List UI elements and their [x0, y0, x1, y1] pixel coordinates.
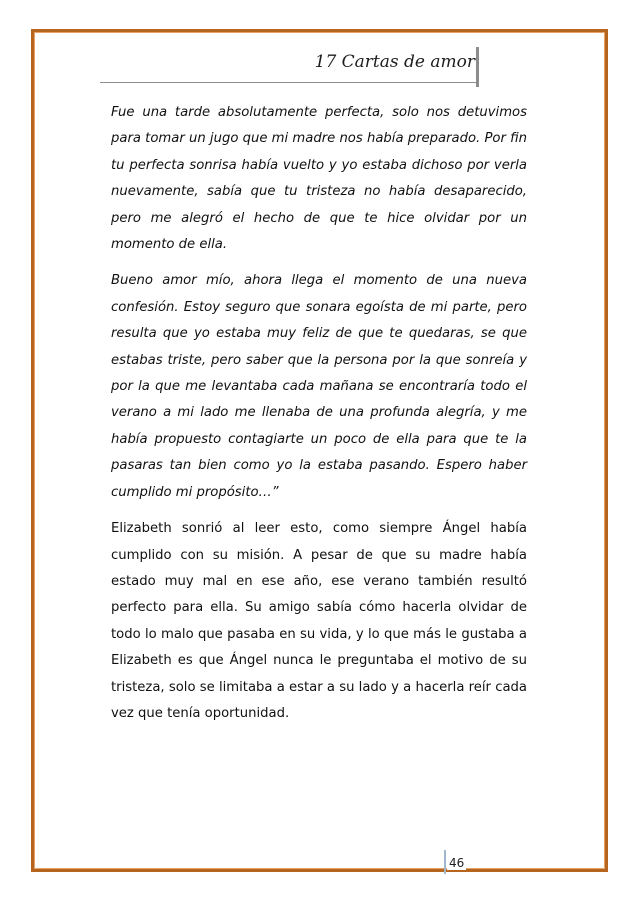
- footer-vertical-rule: [444, 850, 446, 874]
- header-horizontal-rule: [100, 82, 479, 83]
- running-header-title: 17 Cartas de amor: [314, 52, 475, 72]
- paragraph-letter-1: Fue una tarde absolutamente perfecta, solo nos detuvimos para tomar un jugo que mi madre nos había preparado. Por fin tu perfecta sonrisa había vuelto y yo estaba dichoso por verla nuevamente, sabía que tu tristeza no había desaparecido, pero me alegró el hecho de que te hice olvidar por un momento de ella.: [111, 105, 527, 253]
- body-text: [111, 100, 527, 727]
- paragraph-narration: Elizabeth sonrió al leer esto, como siempre Ángel había cumplido con su misión. A pesar de que su madre había estado muy mal en ese año, ese verano también resultó perfecto para ella. Su amigo sabía cómo hacerla olvidar de todo lo malo que pasaba en su vida, y lo que más le gustaba a Elizabeth es que Ángel nunca le preguntaba el motivo de su tristeza, solo se limitaba a estar a su lado y a hacerla reír cada vez que tenía oportunidad.: [111, 521, 527, 721]
- paragraph-letter-2: Bueno amor mío, ahora llega el momento de una nueva confesión. Estoy seguro que sonara egoísta de mi parte, pero resulta que yo estaba muy feliz de que te quedaras, se que estabas triste, pero saber que la persona por la que sonreía y por la que me levantaba cada mañana se encontraría todo el verano a mi lado me llenaba de una profunda alegría, y me había propuesto contagiarte un poco de ella para que te la pasaras tan bien como yo la estaba pasando. Espero haber cumplido mi propósito…”: [111, 273, 527, 500]
- page-number: 46: [449, 856, 465, 870]
- header-vertical-rule: [476, 47, 479, 87]
